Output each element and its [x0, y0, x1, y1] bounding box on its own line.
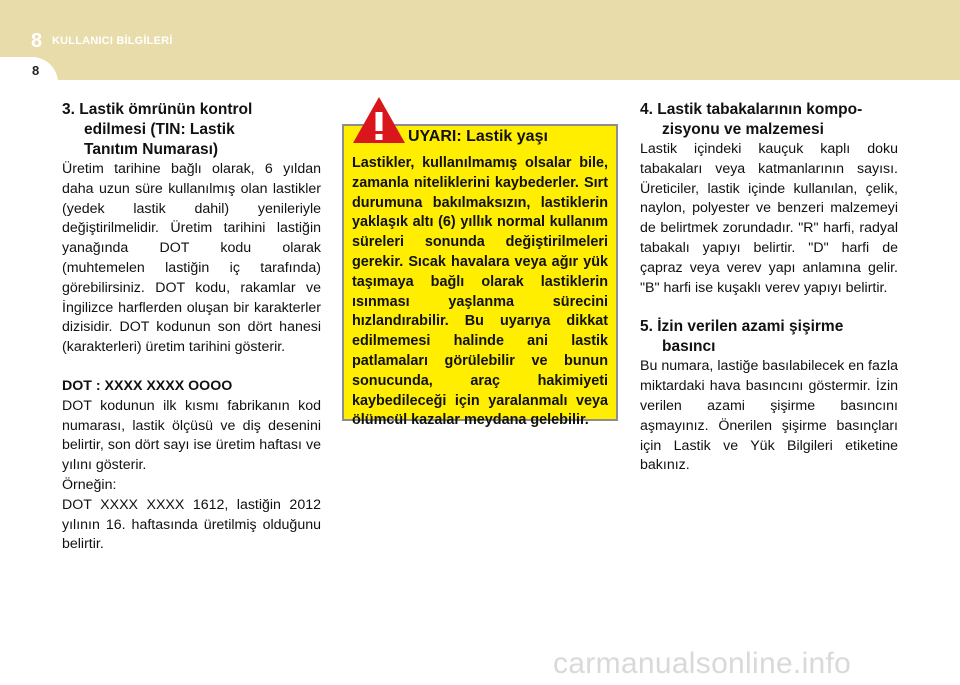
- watermark-text: carmanualsonline.info: [553, 647, 852, 680]
- warning-title: UYARI: Lastik yaşı: [408, 128, 548, 145]
- column-tin: [62, 100, 321, 555]
- section-3-heading-line1: 3. Lastik ömrünün kontrol: [62, 101, 253, 118]
- dot-code-line: DOT : XXXX XXXX OOOO: [62, 377, 233, 394]
- tin-paragraph: Üretim tarihine bağlı olarak, 6 yıldan daha uzun süre kullanılmış olan lastikler (yedek lastik dahil) yenileriyle değiştirilmelidir. Üretim tarihini lastiğin yanağında DOT kodu olarak (muhtemelen lastiğin iç tarafında) görebilirsiniz. DOT kodu, rakamlar ve İngilizce harflerden oluşan bir karakterler dizisidir. DOT kodunun son dört hanesi (karakterleri) üretim tarihini gösterir.: [62, 161, 321, 356]
- warning-text: Lastikler, kullanılmamış olsalar bile, zamanla niteliklerini kaybederler. Sırt durumuna bakılmaksızın, lastiklerin yaklaşık altı (6) yıllık normal kullanım süreleri sonunda değiştirilmeleri gerekir. Sıcak havalara veya ağır yük taşımaya bağlı olarak lastiklerin ısınması yaşlanma sürecini hızlandırabilir. Bu uyarıya dikkat edilmemesi halinde ani lastik patlamaları görülebilir ve bunun sonucunda, araç hakimiyeti kaybedileceği için yaralanmalı veya ölümcül kazalar meydana gelebilir.: [352, 155, 608, 429]
- section-3-heading-line3: Tanıtım Numarası): [84, 141, 219, 158]
- pressure-paragraph: Bu numara, lastiğe basılabilecek en fazla miktardaki hava basıncını göstermir. İzin verilen azami şişirme basıncını aşmayınız. Önerilen şişirme basınçları için Lastik ve Yük Bilgileri etiketine bakınız.: [640, 358, 898, 474]
- section-4-heading-line2: zisyonu ve malzemesi: [662, 121, 824, 138]
- section-5-heading-line2: basıncı: [662, 338, 716, 356]
- column-composition-pressure: [640, 100, 898, 476]
- exclamation-warning-icon: [352, 96, 406, 144]
- composition-paragraph: Lastik içindeki kauçuk kaplı doku tabakaları veya katmanlarının sayısı. Üreticiler, lastik içinde kullanılan, çelik, naylon, polyester ve benzeri malzemeyi de belirtmek zorundadır. "R" harfi, radyal tabakalı yapıyı belirtir. "D" harfi de çapraz veya verev yapı anlamına gelir. "B" harfi ise kuşaklı verev yapıyı belirtir.: [640, 141, 898, 296]
- section-5-heading: [640, 317, 898, 357]
- dot-explanation: DOT kodunun ilk kısmı fabrikanın kod numarası, lastik ölçüsü ve diş desenini belirtir, son dört sayı ise üretim haftası ve yılını gösterir.: [62, 397, 321, 474]
- section-4-heading: [640, 100, 898, 140]
- section-3-heading-line2: edilmesi (TIN: Lastik: [84, 121, 235, 138]
- chapter-title: KULLANICI BİLGİLERİ: [52, 35, 173, 47]
- chapter-number: 8: [31, 30, 43, 52]
- section-4-heading-line1: 4. Lastik tabakalarının kompo-: [640, 101, 863, 118]
- section-3-heading: [62, 100, 321, 160]
- page-number: 8: [32, 63, 40, 78]
- example-label: Örneğin:: [62, 476, 117, 493]
- example-text: DOT XXXX XXXX 1612, lastiğin 2012 yılının 16. haftasında üretilmiş olduğunu belirtir.: [62, 496, 321, 553]
- section-5-heading-line1: 5. İzin verilen azami şişirme: [640, 318, 844, 336]
